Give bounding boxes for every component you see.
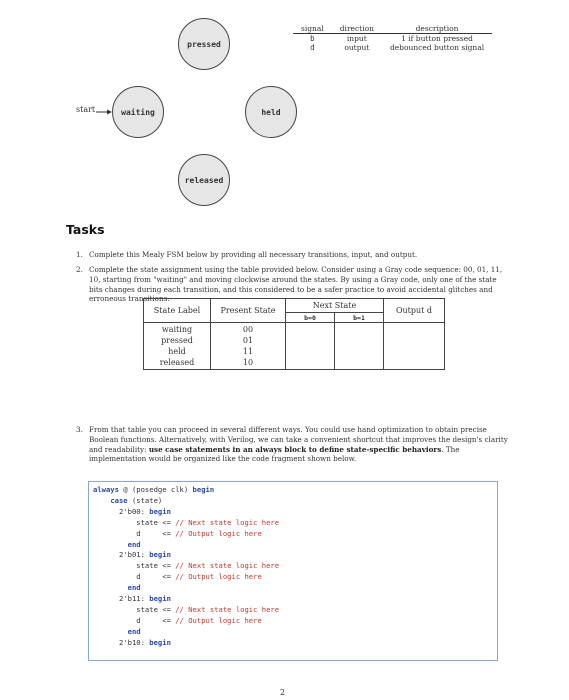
direction-header: direction [332, 24, 382, 34]
state-released: released [178, 154, 230, 206]
state-assignment-table [143, 298, 445, 370]
state-waiting: waiting [112, 86, 164, 138]
state-label-header: State Label [144, 299, 211, 323]
output-d-cell[interactable] [384, 323, 445, 370]
state-labels-cell: waiting pressed held released [144, 323, 211, 370]
page-number: 2 [280, 688, 286, 697]
description-header: description [382, 24, 492, 34]
output-d-header: Output d [384, 299, 445, 323]
signal-header: signal [293, 24, 332, 34]
table-row: d output debounced button signal [310, 43, 485, 52]
task-item-1: 1. Complete this Mealy FSM below by providing all necessary transitions, input, and output. [76, 250, 418, 259]
task-item-3: 3. From that table you can proceed in several different ways. You could use hand optimization to obtain precise Boolean functions. Alternatively, with Verilog, we can take a convenient shortcut that improves the design's clarity and readability: use case statements in an always block to define state-specific behaviors. The implementation would be organized like the code fragment shown below. [76, 425, 508, 464]
state-held: held [245, 86, 297, 138]
present-state-header: Present State [211, 299, 286, 323]
next-state-b1-cell[interactable] [335, 323, 384, 370]
state-pressed: pressed [178, 18, 230, 70]
next-b1-header: b=1 [335, 313, 384, 323]
next-b0-header: b=0 [286, 313, 335, 323]
tasks-heading: Tasks [66, 222, 105, 237]
task-item-2: 2. Complete the state assignment using the table provided below. Consider using a Gray code sequence: 00, 01, 11, 10, starting from "waiting" and moving clockwise around the states. By using a Gray code, only one of the state bits changes during each transition, and this considered to be a safer practice to avoid accidental glitches and erroneous transitions. [76, 265, 503, 304]
present-state-cell: 00 01 11 10 [211, 323, 286, 370]
table-row [144, 323, 445, 370]
start-arrow-icon [96, 109, 112, 115]
signal-table [293, 24, 492, 52]
next-state-b0-cell[interactable] [286, 323, 335, 370]
code-block: always @ (posedge clk) begin case (state) 2'b00: begin state <= // Next state logic here d <= // Output logic here end 2'b01: begin state <= // Next state logic here d <= // Output logic here end 2'b11: begin state <= // Next state logic here d <= // Output logic here end 2'b10: begin [88, 481, 498, 661]
start-label: start [76, 105, 96, 114]
table-row: b input 1 if button pressed [310, 34, 473, 43]
next-state-header: Next State [286, 299, 384, 313]
